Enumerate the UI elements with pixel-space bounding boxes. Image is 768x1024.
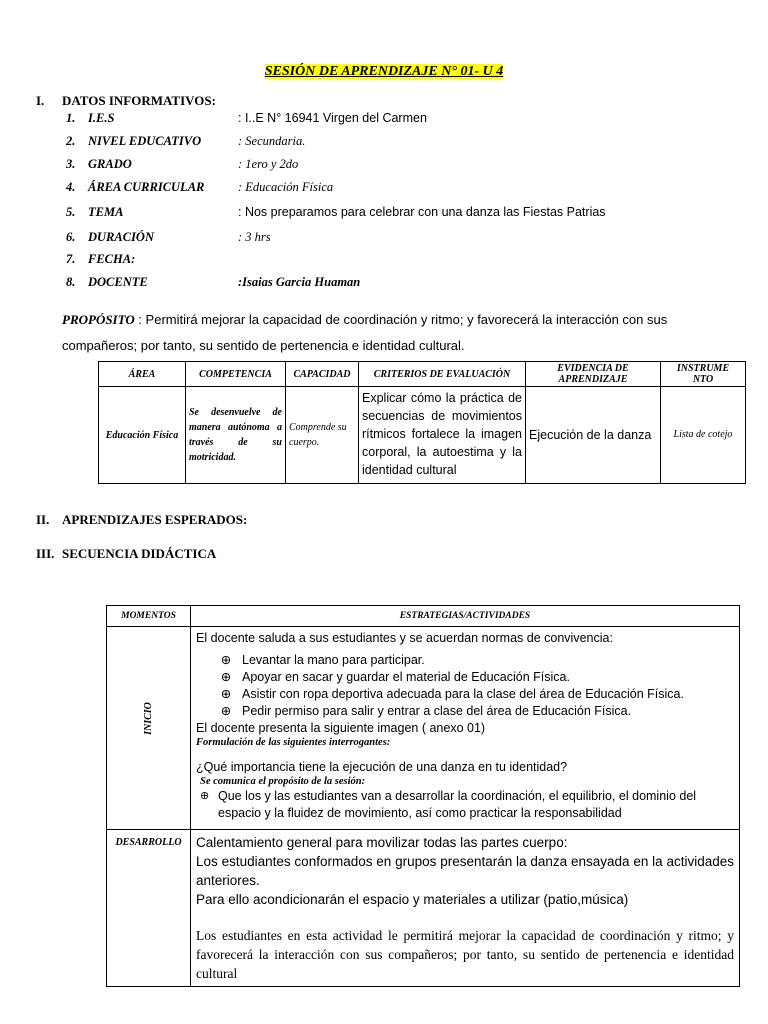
header-criterios: CRITERIOS DE EVALUACIÓN bbox=[359, 362, 526, 387]
circle-plus-icon: ⊕ bbox=[220, 670, 232, 684]
list-item: ⊕ Que los y las estudiantes van a desarrollar la coordinación, el equilibrio, el dominio del espacio y la fluidez de movimiento, así como practicar la responsabilidad bbox=[200, 789, 697, 820]
circle-plus-icon: ⊕ bbox=[220, 704, 232, 718]
header-instrumento: INSTRUME NTO bbox=[661, 362, 746, 387]
list-item: ⊕ Apoyar en sacar y guardar el material de Educación Física. bbox=[220, 670, 570, 684]
cell-criterios: Explicar cómo la práctica de secuencias de movimientos rítmicos fortalece la imagen corporal, la autoestima y la identidad cultural bbox=[359, 387, 526, 484]
cell-competencia: Se desenvuelve de manera autónoma a través de su motricidad. bbox=[186, 387, 286, 484]
inicio-imagen-text: El docente presenta la siguiente imagen ( anexo 01) bbox=[196, 721, 486, 735]
table-header-row bbox=[107, 606, 740, 627]
secuencia-table bbox=[106, 605, 740, 987]
header-momentos: MOMENTOS bbox=[107, 606, 191, 627]
cell-inicio-content bbox=[191, 627, 740, 830]
competencias-table bbox=[98, 361, 746, 484]
cell-desarrollo-content bbox=[191, 830, 740, 987]
cell-instrumento: Lista de cotejo bbox=[661, 387, 746, 484]
inicio-comunica: Se comunica el propósito de la sesión: bbox=[200, 776, 366, 787]
cell-desarrollo-label: DESARROLLO bbox=[107, 830, 191, 987]
table-row bbox=[99, 387, 746, 484]
header-capacidad: CAPACIDAD bbox=[286, 362, 359, 387]
cell-inicio-label: INICIO bbox=[107, 627, 191, 830]
circle-plus-icon: ⊕ bbox=[220, 687, 232, 701]
circle-plus-icon: ⊕ bbox=[200, 790, 210, 802]
header-competencia: COMPETENCIA bbox=[186, 362, 286, 387]
desarrollo-p2: Los estudiantes conformados en grupos presentarán la danza ensayada en la actividades anteriores. bbox=[196, 854, 734, 888]
cell-evidencia: Ejecución de la danza bbox=[526, 387, 661, 484]
section-aprendizajes: II. APRENDIZAJES ESPERADOS: bbox=[36, 512, 248, 527]
cell-capacidad: Comprende su cuerpo. bbox=[286, 387, 359, 484]
header-estrategias: ESTRATEGIAS/ACTIVIDADES bbox=[191, 606, 740, 627]
list-item: ⊕ Asistir con ropa deportiva adecuada para la clase del área de Educación Física. bbox=[220, 687, 684, 701]
table-row-desarrollo bbox=[107, 830, 740, 987]
table-row-inicio bbox=[107, 627, 740, 830]
header-evidencia: EVIDENCIA DE APRENDIZAJE bbox=[526, 362, 661, 387]
cell-area: Educación Física bbox=[99, 387, 186, 484]
desarrollo-p1: Calentamiento general para movilizar todas las partes cuerpo: bbox=[196, 835, 568, 850]
header-area: ÁREA bbox=[99, 362, 186, 387]
section-secuencia: III. SECUENCIA DIDÁCTICA bbox=[36, 546, 217, 561]
inicio-intro: El docente saluda a sus estudiantes y se acuerdan normas de convivencia: bbox=[196, 631, 613, 645]
table-header-row bbox=[99, 362, 746, 387]
list-item: ⊕ Levantar la mano para participar. bbox=[220, 653, 425, 667]
section-datos-informativos: I. DATOS INFORMATIVOS: bbox=[36, 93, 216, 108]
list-item: ⊕ Pedir permiso para salir y entrar a clase del área de Educación Física. bbox=[220, 704, 632, 718]
proposito-paragraph: PROPÓSITO : Permitirá mejorar la capacidad de coordinación y ritmo; y favorecerá la interacción con sus compañeros; por tanto, su sentido de pertenencia e identidad cultural. bbox=[62, 312, 668, 353]
circle-plus-icon: ⊕ bbox=[220, 653, 232, 667]
desarrollo-p4: Los estudiantes en esta actividad le permitirá mejorar la capacidad de coordinación y ritmo; y favorecerá la interacción con sus compañeros; por tanto, su sentido de pertenencia e identidad cultural bbox=[196, 928, 734, 981]
inicio-formulacion: Formulación de las siguientes interrogantes: bbox=[196, 737, 391, 748]
session-title: SESIÓN DE APRENDIZAJE N° 01- U 4 bbox=[264, 64, 504, 79]
desarrollo-p3: Para ello acondicionarán el espacio y materiales a utilizar (patio,música) bbox=[196, 892, 629, 907]
inicio-pregunta: ¿Qué importancia tiene la ejecución de una danza en tu identidad? bbox=[196, 760, 568, 774]
